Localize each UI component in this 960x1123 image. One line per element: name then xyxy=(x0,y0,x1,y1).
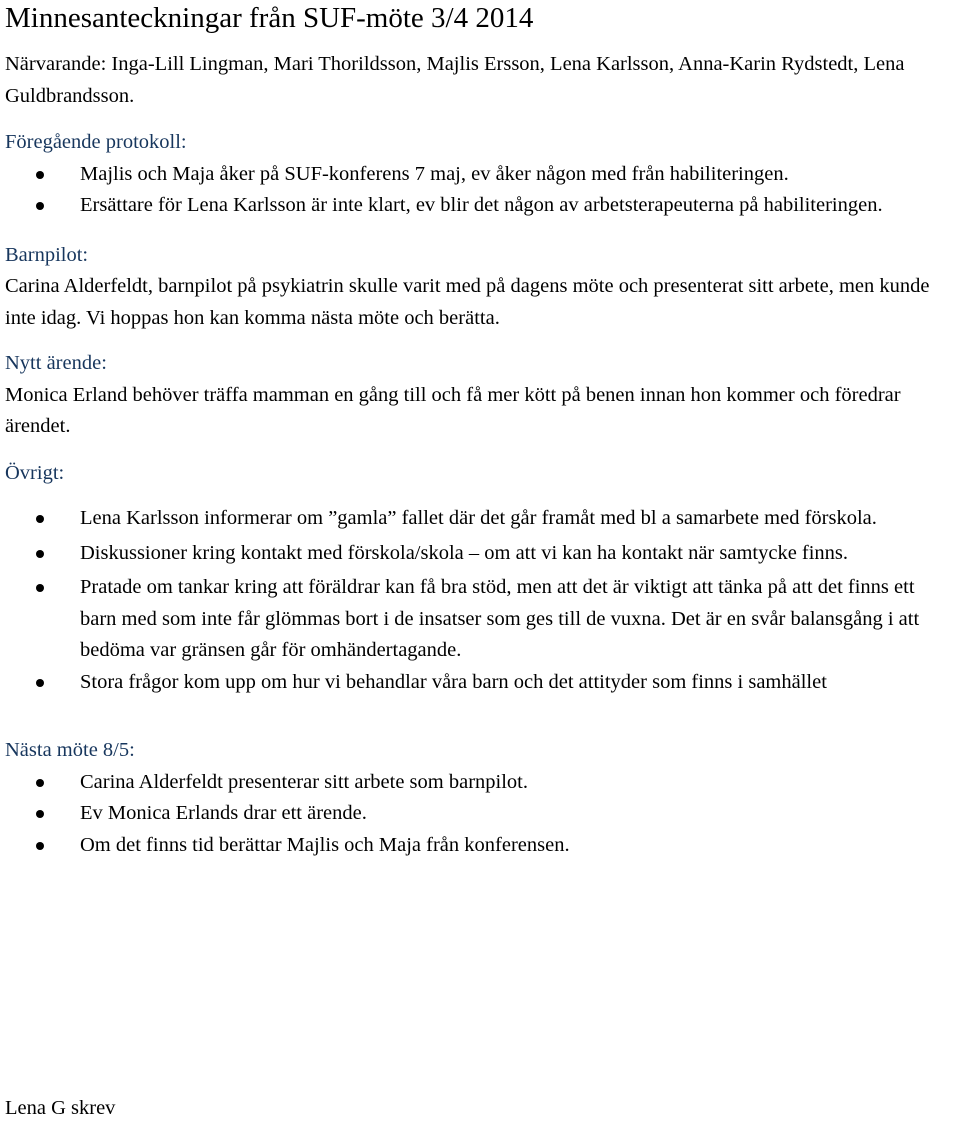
section-heading: Barnpilot: xyxy=(5,243,89,266)
list-item: Majlis och Maja åker på SUF-konferens 7 maj, ev åker någon med från habiliteringen. xyxy=(5,159,955,191)
bullet-icon xyxy=(36,171,44,179)
section-heading: Föregående protokoll: xyxy=(5,131,187,153)
signature: Lena G skrev xyxy=(5,1097,116,1119)
bullet-icon xyxy=(36,842,44,850)
list-item: Stora frågor kom upp om hur vi behandlar våra barn och det attityder som finns i samhället xyxy=(5,667,955,699)
section-barnpilot xyxy=(5,240,955,335)
section-text: Monica Erland behöver träffa mamman en gång till och få mer kött på benen innan hon kommer och föredrar ärendet. xyxy=(5,383,901,437)
list-item: Pratade om tankar kring att föräldrar kan få bra stöd, men att det är viktigt att tänka på att det finns ett barn med som inte får glömmas bort i de insatser som ges till de vuxna. Det är en svår balansgång i att bedöma var gränsen går för omhändertagande. xyxy=(5,572,955,667)
bullet-list xyxy=(5,767,955,862)
bullet-icon xyxy=(36,810,44,818)
bullet-icon xyxy=(36,202,44,210)
list-item: Ersättare för Lena Karlsson är inte klart, ev blir det någon av arbetsterapeuterna på habiliteringen. xyxy=(5,190,955,222)
list-item: Ev Monica Erlands drar ett ärende. xyxy=(5,798,955,830)
list-item: Diskussioner kring kontakt med förskola/skola – om att vi kan ha kontakt när samtycke finns. xyxy=(5,538,955,570)
document-page xyxy=(5,0,955,1119)
section-heading: Nytt ärende: xyxy=(5,352,107,374)
bullet-icon xyxy=(36,679,44,687)
bullet-list xyxy=(5,159,955,222)
section-new-case xyxy=(5,348,955,443)
page-title: Minnesanteckningar från SUF-möte 3/4 2014 xyxy=(5,2,534,34)
bullet-icon xyxy=(36,779,44,787)
bullet-icon xyxy=(36,515,44,523)
list-item: Carina Alderfeldt presenterar sitt arbete som barnpilot. xyxy=(5,767,955,799)
section-heading: Övrigt: xyxy=(5,461,65,484)
list-item: Om det finns tid berättar Majlis och Maja från konferensen. xyxy=(5,830,955,862)
bullet-icon xyxy=(36,584,44,592)
section-previous-minutes xyxy=(5,127,955,222)
attendees-paragraph: Närvarande: Inga-Lill Lingman, Mari Thorildsson, Majlis Ersson, Lena Karlsson, Anna-Karin Rydstedt, Lena Guldbrandsson. xyxy=(5,53,905,107)
section-next-meeting xyxy=(5,735,955,861)
list-item: Lena Karlsson informerar om ”gamla” fallet där det går framåt med bl a samarbete med förskola. xyxy=(5,503,955,535)
section-text: Carina Alderfeldt, barnpilot på psykiatrin skulle varit med på dagens möte och presenterat sitt arbete, men kunde inte idag. Vi hoppas hon kan komma nästa möte och berätta. xyxy=(5,275,930,329)
section-heading: Nästa möte 8/5: xyxy=(5,739,135,761)
bullet-icon xyxy=(36,550,44,558)
bullet-list xyxy=(5,503,955,698)
section-other xyxy=(5,458,955,699)
